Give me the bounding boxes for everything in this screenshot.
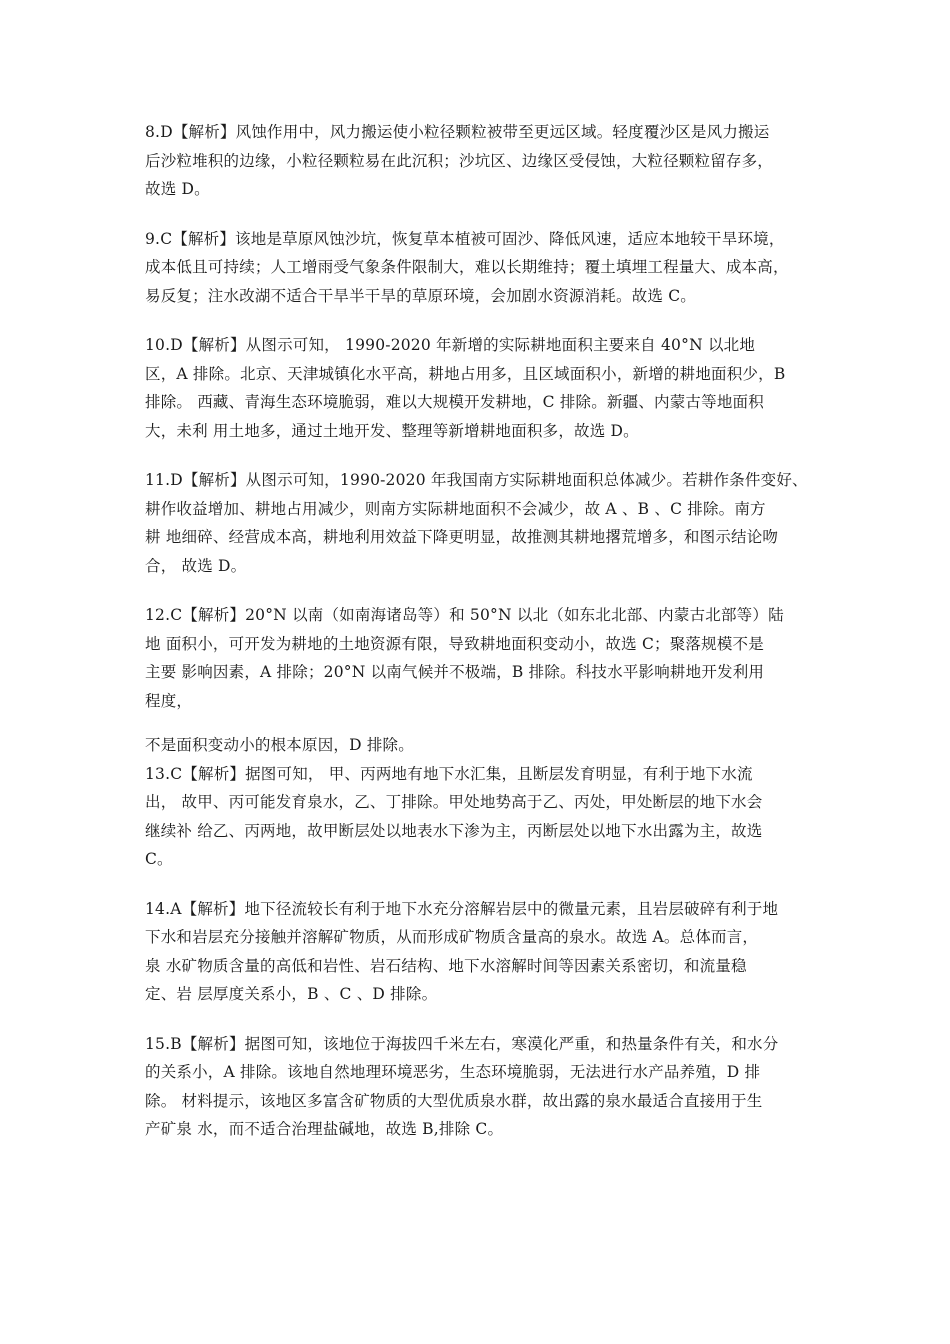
answer-paragraph-13: [145, 760, 815, 874]
answer-paragraph-14: [145, 895, 815, 1009]
answer-paragraph-12-continued: [145, 731, 815, 760]
text-line: 的关系小，A 排除。该地自然地理环境恶劣，生态环境脆弱，无法进行水产品养殖，D 排: [145, 1063, 761, 1081]
text-line: 不是面积变动小的根本原因，D 排除。: [145, 736, 414, 754]
text-line: 10.D【解析】从图示可知， 1990-2020 年新增的实际耕地面积主要来自 40°N 以北地: [145, 336, 756, 354]
answer-paragraph-15: [145, 1030, 815, 1144]
text-line: 大，未利 用土地多，通过土地开发、整理等新增耕地面积多，故选 D。: [145, 421, 639, 440]
text-line: 程度，: [145, 691, 193, 710]
answer-paragraph-10: [145, 331, 815, 445]
text-line: 8.D【解析】风蚀作用中，风力搬运使小粒径颗粒被带至更远区域。轻度覆沙区是风力搬运: [145, 123, 770, 141]
answer-paragraph-9: [145, 225, 815, 311]
text-line: 主要 影响因素，A 排除；20°N 以南气候并不极端，B 排除。科技水平影响耕地开发利用: [145, 663, 765, 681]
text-line: 15.B【解析】据图可知，该地位于海拔四千米左右，寒漠化严重，和热量条件有关，和水分: [145, 1034, 779, 1053]
text-line: 后沙粒堆积的边缘，小粒径颗粒易在此沉积；沙坑区、边缘区受侵蚀，大粒径颗粒留存多，: [145, 151, 774, 170]
text-line: 13.C【解析】据图可知， 甲、丙两地有地下水汇集，且断层发育明显，有利于地下水流: [145, 764, 753, 783]
text-line: 下水和岩层充分接触并溶解矿物质，从而形成矿物质含量高的泉水。故选 A。总体而言，: [145, 928, 759, 946]
text-line: 定、岩 层厚度关系小，B 、C 、D 排除。: [145, 985, 438, 1003]
text-line: 耕 地细碎、经营成本高，耕地利用效益下降更明显，故推测其耕地撂荒增多，和图示结论吻: [145, 528, 779, 546]
answer-paragraph-11: [145, 466, 815, 580]
text-line: 耕作收益增加、耕地占用减少，则南方实际耕地面积不会减少，故 A 、B 、C 排除。南方: [145, 499, 766, 518]
answer-document: [145, 118, 815, 1144]
text-line: 11.D【解析】从图示可知，1990-2020 年我国南方实际耕地面积总体减少。若耕作条件变好、: [145, 471, 808, 489]
text-line: 区，A 排除。北京、天津城镇化水平高，耕地占用多，且区域面积小，新增的耕地面积少，B: [145, 364, 786, 383]
text-line: 9.C【解析】该地是草原风蚀沙坑，恢复草本植被可固沙、降低风速，适应本地较干旱环境，: [145, 229, 785, 248]
text-line: 14.A【解析】地下径流较长有利于地下水充分溶解岩层中的微量元素，且岩层破碎有利于地: [145, 899, 779, 918]
text-line: 地 面积小，可开发为耕地的土地资源有限，导致耕地面积变动小，故选 C；聚落规模不是: [145, 634, 764, 653]
answer-paragraph-8: [145, 118, 815, 204]
text-line: 出， 故甲、丙可能发育泉水，乙、丁排除。甲处地势高于乙、丙处，甲处断层的地下水会: [145, 793, 763, 811]
text-line: 排除。 西藏、青海生态环境脆弱，难以大规模开发耕地，C 排除。新疆、内蒙古等地面积: [145, 393, 764, 411]
text-line: 除。 材料提示，该地区多富含矿物质的大型优质泉水群，故出露的泉水最适合直接用于生: [145, 1091, 763, 1110]
text-line: 成本低且可持续；人工增雨受气象条件限制大，难以长期维持；覆土填埋工程量大、成本高，: [145, 258, 789, 276]
text-line: 合， 故选 D。: [145, 556, 247, 575]
text-line: 继续补 给乙、丙两地，故甲断层处以地表水下渗为主，丙断层处以地下水出露为主，故选: [145, 821, 763, 840]
text-line: 12.C【解析】20°N 以南（如南海诸岛等）和 50°N 以北（如东北北部、内蒙古北部等）陆: [145, 606, 784, 624]
text-line: 易反复；注水改湖不适合干旱半干旱的草原环境，会加剧水资源消耗。故选 C。: [145, 286, 696, 305]
answer-paragraph-12: [145, 601, 815, 715]
text-line: C。: [145, 850, 173, 868]
text-line: 产矿泉 水，而不适合治理盐碱地，故选 B,排除 C。: [145, 1120, 504, 1138]
text-line: 故选 D。: [145, 180, 210, 198]
text-line: 泉 水矿物质含量的高低和岩性、岩石结构、地下水溶解时间等因素关系密切，和流量稳: [145, 956, 747, 975]
